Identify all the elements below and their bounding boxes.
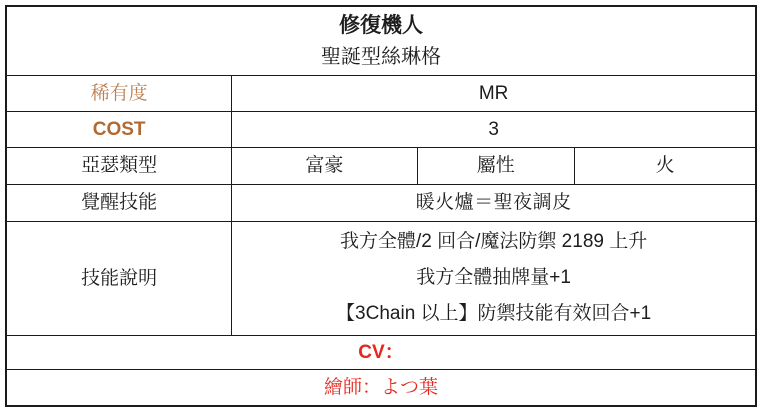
awaken-skill-label: 覺醒技能 [6,184,232,221]
table-row [6,6,756,76]
character-info-table [5,5,757,407]
skill-line-1: 我方全體/2 回合/魔法防禦 2189 上升 [340,231,648,253]
page-subtitle: 聖誕型絲琳格 [321,46,441,69]
arthur-type-label: 亞瑟類型 [6,148,232,184]
title-cell [6,6,756,76]
attribute-value: 火 [575,148,757,184]
cv-label: CV： [6,336,756,370]
skill-description-label: 技能說明 [6,221,232,336]
table-row [6,370,756,406]
skill-line-2: 我方全體抽牌量+1 [416,267,571,289]
cost-label: COST [6,112,232,148]
table-row [6,336,756,370]
table-row [6,112,756,148]
rarity-label: 稀有度 [6,76,232,112]
table-row [6,76,756,112]
arthur-type-value: 富豪 [232,148,417,184]
awaken-skill-value: 暖火爐＝聖夜調皮 [232,184,756,221]
rarity-value: MR [232,76,756,112]
page-title: 修復機人 [339,14,423,38]
table-row [6,221,756,336]
table-row [6,184,756,221]
cost-value: 3 [232,112,756,148]
skill-description-cell [232,221,756,336]
skill-line-3: 【3Chain 以上】防禦技能有效回合+1 [336,303,652,325]
table-row [6,148,756,184]
attribute-label: 屬性 [417,148,575,184]
artist-label: 繪師：よつ葉 [6,370,756,406]
